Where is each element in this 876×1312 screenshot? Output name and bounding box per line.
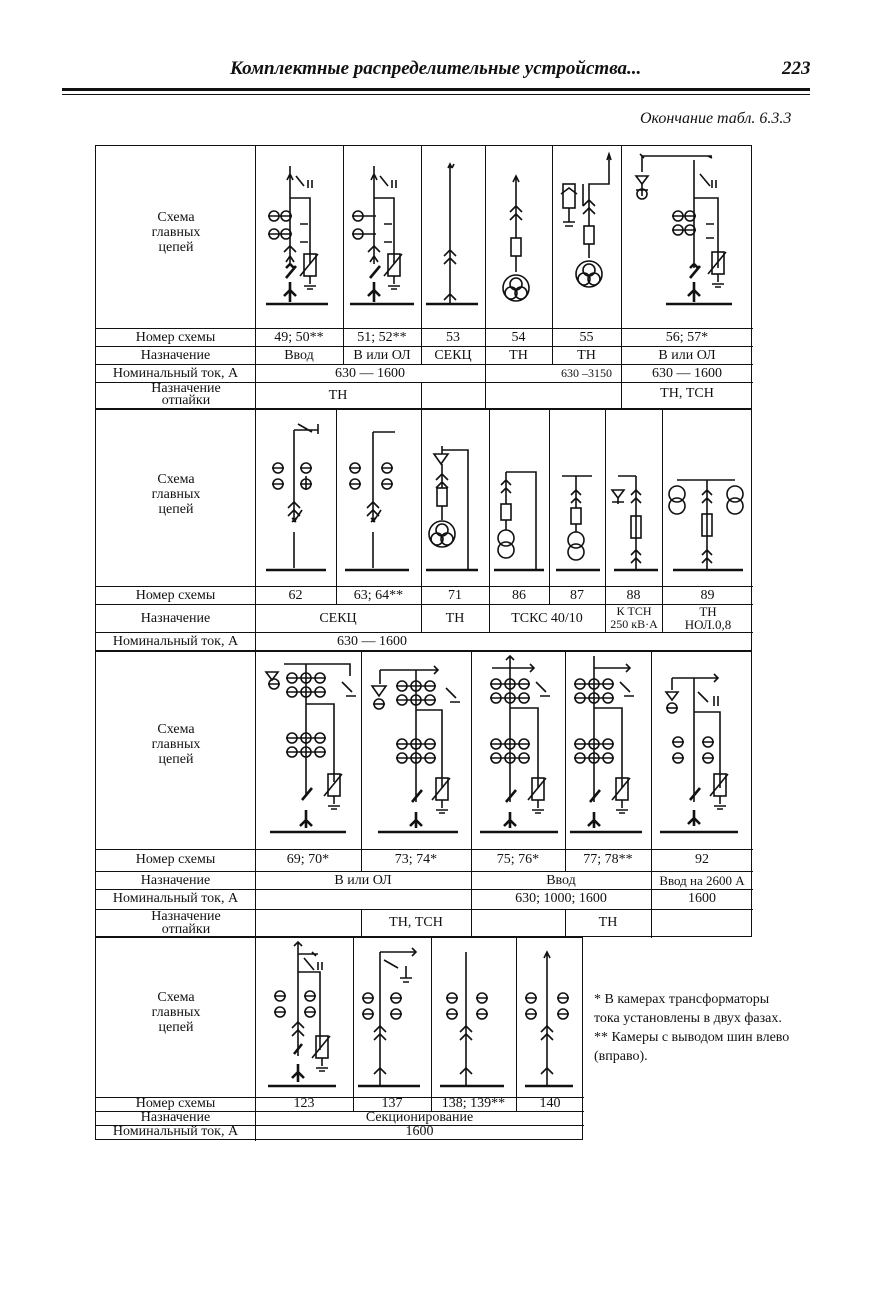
table-block-2 — [95, 409, 752, 651]
scheme-number: 86 — [512, 588, 526, 603]
running-title: Комплектные распределительные устройства... — [230, 58, 642, 79]
schematic-51 — [344, 146, 422, 328]
schematic-49 — [256, 146, 342, 328]
purpose-value: ТСКС 40/10 — [511, 611, 583, 626]
purpose-value: К ТСН 250 кВ·А — [610, 604, 658, 631]
table-block-4 — [95, 937, 583, 1140]
schematic-86 — [490, 410, 548, 586]
tap-value: ТН — [328, 388, 348, 403]
schematic-53 — [422, 146, 484, 328]
schematic-88 — [606, 410, 662, 586]
schematic-89 — [663, 410, 753, 586]
scheme-number: 53 — [446, 330, 460, 345]
scheme-number: 63; 64** — [353, 588, 404, 603]
schematic-137 — [354, 938, 430, 1096]
schematic-75 — [472, 652, 564, 848]
purpose-value: Ввод — [546, 873, 576, 888]
schematic-92 — [652, 652, 752, 848]
purpose-label: Назначение — [140, 1110, 211, 1125]
scheme-number: 54 — [511, 330, 526, 345]
schematic-62 — [256, 410, 336, 586]
scheme-label: Схема главных цепей — [151, 210, 201, 255]
scheme-number: 71 — [448, 588, 462, 603]
number-label: Номер схемы — [135, 588, 216, 603]
scheme-label: Схема главных цепей — [151, 990, 201, 1035]
table-block-3 — [95, 651, 752, 937]
purpose-value: ТН — [509, 348, 528, 363]
table-block-1 — [95, 145, 752, 409]
current-value: 630 — 1600 — [652, 366, 722, 381]
schematic-69 — [256, 652, 360, 848]
page-number: 223 — [782, 58, 811, 79]
schematic-55 — [553, 146, 621, 328]
schematic-77 — [566, 652, 650, 848]
schematic-71 — [422, 410, 488, 586]
current-value: 1600 — [405, 1124, 434, 1139]
purpose-value: ТН НОЛ.0,8 — [684, 604, 732, 632]
purpose-value: Секционирование — [365, 1110, 474, 1125]
scheme-number: 56; 57* — [665, 330, 709, 345]
number-label: Номер схемы — [135, 330, 216, 345]
current-value: 630 — 1600 — [337, 634, 407, 649]
scheme-number: 77; 78** — [583, 852, 633, 867]
scheme-number: 137 — [381, 1096, 403, 1111]
purpose-label: Назначение — [140, 873, 211, 888]
tap-label: Назначение отпайки — [151, 381, 221, 408]
purpose-label: Назначение — [140, 348, 211, 363]
tap-label: Назначение отпайки — [151, 909, 221, 937]
tap-value: ТН — [598, 915, 618, 930]
scheme-number: 62 — [288, 588, 303, 603]
purpose-value: ТН — [445, 611, 465, 626]
scheme-number: 55 — [579, 330, 594, 345]
scheme-number: 69; 70* — [286, 852, 330, 867]
scheme-number: 140 — [539, 1096, 561, 1111]
purpose-value: В или ОЛ — [353, 348, 411, 363]
table-caption: Окончание табл. 6.3.3 — [640, 110, 792, 127]
header-rule-thin — [62, 94, 810, 95]
current-label: Номинальный ток, А — [112, 366, 239, 381]
number-label: Номер схемы — [135, 1096, 216, 1111]
scheme-number: 89 — [700, 588, 715, 603]
current-label: Номинальный ток, А — [112, 1124, 239, 1139]
footnote-1: * В камерах трансформаторы тока установлены в двух фазах. — [594, 992, 782, 1026]
purpose-value: СЕКЦ — [319, 611, 357, 626]
footnotes — [594, 990, 794, 1066]
scheme-label: Схема главных цепей — [151, 722, 201, 767]
schematic-87 — [550, 410, 604, 586]
number-label: Номер схемы — [135, 852, 216, 867]
scheme-label: Схема главных цепей — [151, 472, 201, 517]
schematic-138 — [432, 938, 516, 1096]
schematic-54 — [486, 146, 552, 328]
scheme-number: 92 — [695, 852, 709, 867]
scheme-number: 138; 139** — [441, 1096, 506, 1111]
scheme-number: 75; 76* — [496, 852, 540, 867]
purpose-label: Назначение — [140, 611, 211, 626]
scheme-number: 73; 74* — [394, 852, 438, 867]
header-rule-thick — [62, 88, 810, 91]
scheme-number: 88 — [626, 588, 641, 603]
current-value: 630 –3150 — [561, 366, 612, 380]
scheme-number: 51; 52** — [357, 330, 407, 345]
schematic-63 — [337, 410, 421, 586]
schematic-140 — [517, 938, 583, 1096]
current-value: 630 — 1600 — [335, 366, 405, 381]
schematic-123 — [256, 938, 352, 1096]
schematic-73 — [362, 652, 470, 848]
tap-value: ТН, ТСН — [389, 915, 443, 930]
scheme-number: 49; 50** — [274, 330, 324, 345]
purpose-value: В или ОЛ — [658, 348, 716, 363]
scheme-number: 123 — [293, 1096, 315, 1111]
purpose-value: СЕКЦ — [434, 348, 472, 363]
current-value: 630; 1000; 1600 — [515, 891, 607, 906]
footnote-2: ** Камеры с выводом шин влево (вправо). — [594, 1030, 790, 1064]
purpose-value: В или ОЛ — [334, 873, 392, 888]
tap-value: ТН, ТСН — [660, 386, 714, 401]
purpose-value: Ввод — [284, 348, 314, 363]
purpose-value: ТН — [577, 348, 596, 363]
current-label: Номинальный ток, А — [112, 891, 239, 906]
current-label: Номинальный ток, А — [112, 634, 239, 649]
purpose-value: Ввод на 2600 А — [659, 873, 745, 888]
schematic-56 — [622, 146, 752, 328]
current-value: 1600 — [688, 891, 716, 906]
scheme-number: 87 — [570, 588, 584, 603]
